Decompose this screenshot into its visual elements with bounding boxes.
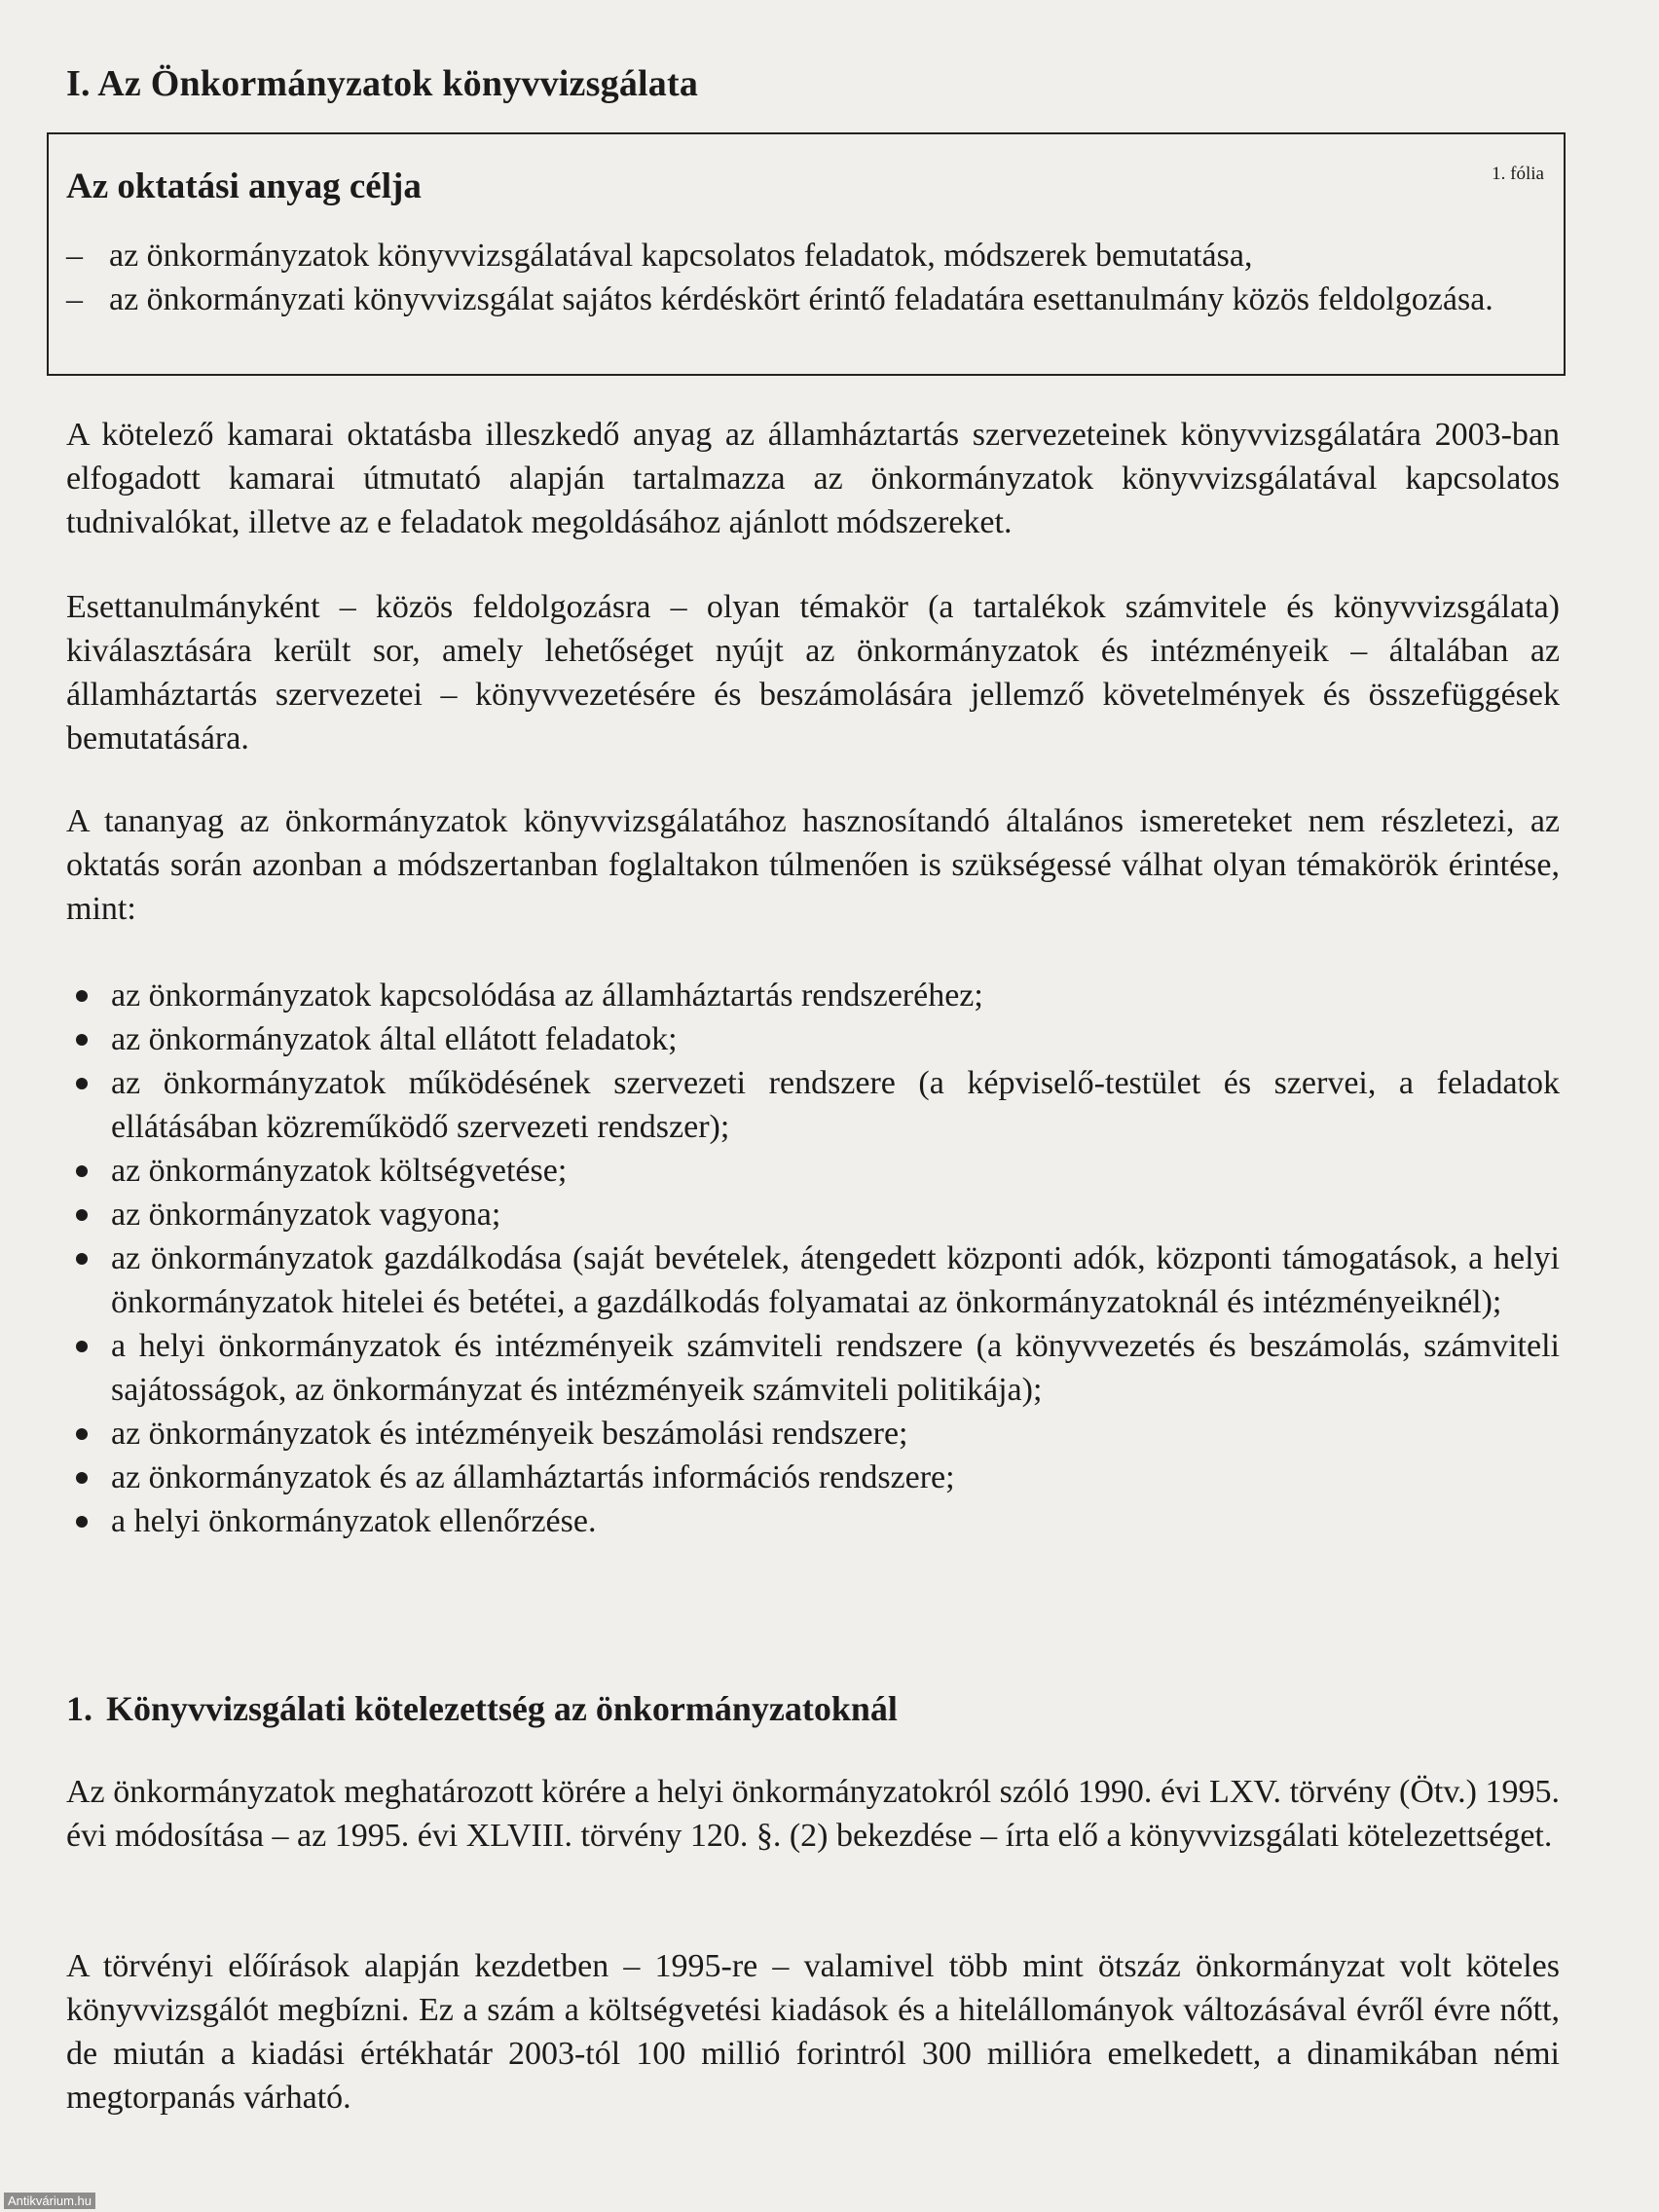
- case-study-paragraph: Esettanulmányként – közös feldolgozásra – olyan témakör (a tartalékok számvitele és könyvvizsgálata) kiválasztására került sor, amely lehetőséget nyújt az önkormányzatok és intézményeik – általában az államháztartás szervezetei – könyvvezetésére és beszámolására jellemző követelmények és összefüggések bemutatására.: [66, 589, 1560, 756]
- topics-list: [66, 974, 1560, 1543]
- bullet-icon: [76, 990, 88, 1002]
- bullet-icon: [76, 1341, 88, 1352]
- list-item: az önkormányzatok gazdálkodása (saját bevételek, átengedett központi adók, központi támogatások, a helyi önkormányzatok hitelei és betétei, a gazdálkodás folyamatai az önkormányzatoknál és intézményeiknél);: [66, 1236, 1560, 1324]
- list-item: az önkormányzatok költségvetése;: [66, 1149, 1560, 1193]
- curriculum-paragraph: A tananyag az önkormányzatok könyvvizsgálatához hasznosítandó általános ismereteket nem részletezi, az oktatás során azonban a módszertanban foglaltakon túlmenően is szükségessé válhat olyan témakörök érintése, mint:: [66, 803, 1560, 927]
- chapter-heading: I. Az Önkormányzatok könyvvizsgálata: [66, 63, 699, 104]
- list-item: a helyi önkormányzatok ellenőrzése.: [66, 1499, 1560, 1543]
- dash-marker: –: [66, 281, 83, 317]
- objectives-title: Az oktatási anyag célja: [66, 166, 422, 206]
- intro-paragraph: A kötelező kamarai oktatásba illeszkedő anyag az államháztartás szervezeteinek könyvvizsgálatára 2003-ban elfogadott kamarai útmutató alapján tartalmazza az önkormányzatok könyvvizsgálatával kapcsolatos tudnivalókat, illetve az e feladatok megoldásához ajánlott módszereket.: [66, 417, 1560, 540]
- section-heading: [66, 1688, 898, 1729]
- objectives-box: [47, 132, 1566, 376]
- bullet-icon: [76, 1516, 88, 1528]
- objective-item: – az önkormányzatok könyvvizsgálatával kapcsolatos feladatok, módszerek bemutatása,: [66, 234, 1548, 277]
- list-item: az önkormányzatok és intézményeik beszámolási rendszere;: [66, 1412, 1560, 1456]
- bullet-icon: [76, 1428, 88, 1440]
- bullet-icon: [76, 1253, 88, 1265]
- list-item: az önkormányzatok működésének szervezeti rendszere (a képviselő-testület és szervei, a feladatok ellátásában közreműködő szervezeti rendszer);: [66, 1061, 1560, 1149]
- section-paragraph-2: A törvényi előírások alapján kezdetben – 1995-re – valamivel több mint ötszáz önkormányzat volt köteles könyvvizsgálót megbízni. Ez a szám a költségvetési kiadások és a hitelállományok változásával évről évre nőtt, de miután a kiadási értékhatár 2003-tól 100 millió forintról 300 millióra emelkedett, a dinamikában némi megtorpanás várható.: [66, 1948, 1560, 2116]
- watermark: Antikvárium.hu: [4, 2193, 95, 2209]
- list-item: az önkormányzatok és az államháztartás információs rendszere;: [66, 1456, 1560, 1499]
- bullet-icon: [76, 1034, 88, 1046]
- objectives-list: [66, 234, 1548, 321]
- section-number: 1.: [66, 1689, 92, 1728]
- section-title-text: Könyvvizsgálati kötelezettség az önkormányzatoknál: [106, 1689, 898, 1728]
- list-item: az önkormányzatok kapcsolódása az államháztartás rendszeréhez;: [66, 974, 1560, 1017]
- bullet-icon: [76, 1165, 88, 1177]
- bullet-icon: [76, 1472, 88, 1484]
- bullet-icon: [76, 1209, 88, 1221]
- list-item: az önkormányzatok vagyona;: [66, 1193, 1560, 1236]
- list-item: az önkormányzatok által ellátott feladatok;: [66, 1017, 1560, 1061]
- section-paragraph-1: Az önkormányzatok meghatározott körére a helyi önkormányzatokról szóló 1990. évi LXV. törvény (Ötv.) 1995. évi módosítása – az 1995. évi XLVIII. törvény 120. §. (2) bekezdése – írta elő a könyvvizsgálati kötelezettséget.: [66, 1774, 1560, 1854]
- dash-marker: –: [66, 238, 83, 274]
- bullet-icon: [76, 1078, 88, 1089]
- list-item: a helyi önkormányzatok és intézményeik számviteli rendszere (a könyvvezetés és beszámolás, számviteli sajátosságok, az önkormányzat és intézményeik számviteli politikája);: [66, 1324, 1560, 1412]
- objective-item: – az önkormányzati könyvvizsgálat sajátos kérdéskört érintő feladatára esettanulmány közös feldolgozása.: [66, 277, 1548, 321]
- folia-label: 1. fólia: [1492, 164, 1544, 184]
